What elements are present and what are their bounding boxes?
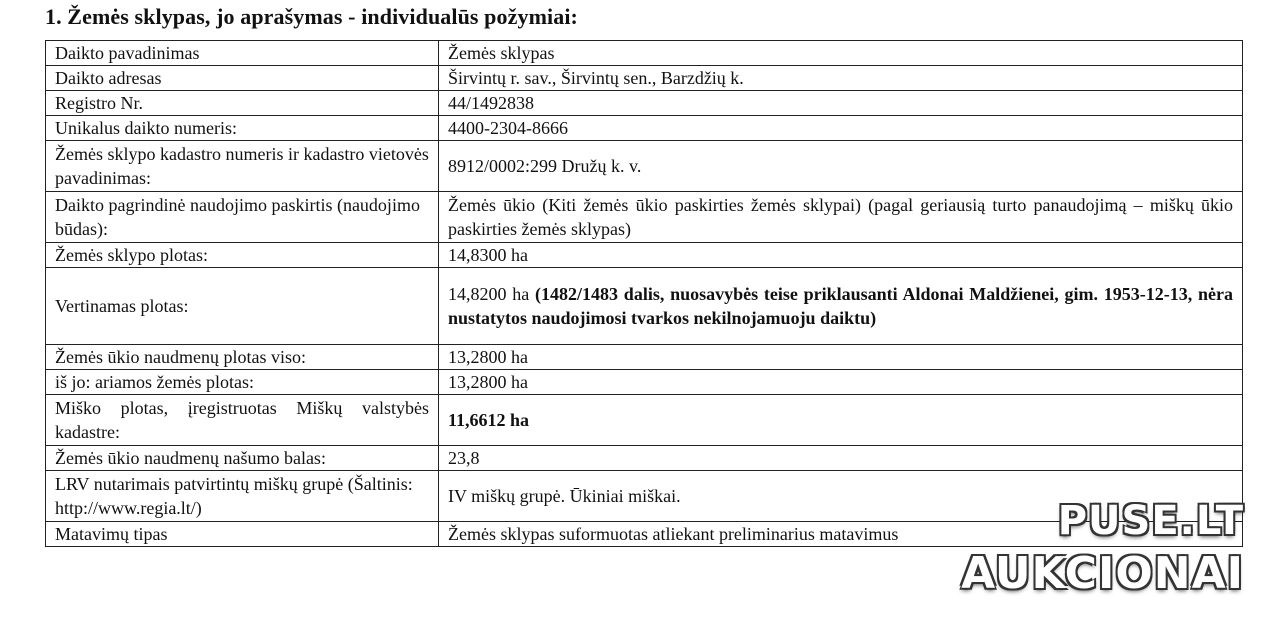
table-row: [46, 345, 1243, 370]
watermark-line-1: PUSE.LT: [1057, 498, 1244, 544]
row-label: Žemės ūkio naudmenų plotas viso:: [46, 345, 439, 370]
table-row: [46, 268, 1243, 345]
table-row: [46, 192, 1243, 243]
table-row: [46, 116, 1243, 141]
section-heading: 1. Žemės sklypas, jo aprašymas - individualūs požymiai:: [45, 4, 578, 29]
row-value: 23,8: [439, 446, 1243, 471]
row-value: 13,2800 ha: [439, 370, 1243, 395]
table-row: [46, 446, 1243, 471]
row-value: 4400-2304-8666: [439, 116, 1243, 141]
row-value: Žemės sklypas: [439, 41, 1243, 66]
row-label: Žemės sklypo kadastro numeris ir kadastro vietovės pavadinimas:: [46, 141, 439, 192]
row-label: Registro Nr.: [46, 91, 439, 116]
row-label: iš jo: ariamos žemės plotas:: [46, 370, 439, 395]
row-value: [439, 268, 1243, 345]
row-value: 44/1492838: [439, 91, 1243, 116]
area-value: 14,8200 ha: [448, 284, 530, 304]
row-label: Miško plotas, įregistruotas Miškų valstybės kadastre:: [46, 395, 439, 446]
property-details-table: [45, 40, 1243, 547]
table-row: [46, 41, 1243, 66]
row-label: Matavimų tipas: [46, 522, 439, 547]
row-label: LRV nutarimais patvirtintų miškų grupė (Šaltinis: http://www.regia.lt/): [46, 471, 439, 522]
watermark-line-2: AUKCIONAI: [961, 548, 1244, 599]
row-value: 8912/0002:299 Družų k. v.: [439, 141, 1243, 192]
row-label: Žemės ūkio naudmenų našumo balas:: [46, 446, 439, 471]
row-value: Žemės sklypas suformuotas atliekant preliminarius matavimus: [439, 522, 1243, 547]
row-value: 13,2800 ha: [439, 345, 1243, 370]
table-row: [46, 243, 1243, 268]
ownership-note: (1482/1483 dalis, nuosavybės teise priklausanti Aldonai Maldžienei, gim. 1953-12-13, nėra nustatytos naudojimosi tvarkos nekilnojamuoju daiktu): [448, 284, 1234, 328]
row-label: Žemės sklypo plotas:: [46, 243, 439, 268]
table-row: [46, 141, 1243, 192]
table-row: [46, 395, 1243, 446]
row-label: Vertinamas plotas:: [46, 268, 439, 345]
row-label: Daikto pavadinimas: [46, 41, 439, 66]
row-value: 14,8300 ha: [439, 243, 1243, 268]
table-row: [46, 370, 1243, 395]
row-value: Žemės ūkio (Kiti žemės ūkio paskirties žemės sklypai) (pagal geriausią turto panaudojimą – miškų ūkio paskirties žemės sklypas): [439, 192, 1243, 243]
row-value: IV miškų grupė. Ūkiniai miškai.: [439, 471, 1243, 522]
row-value: 11,6612 ha: [439, 395, 1243, 446]
row-label: Daikto adresas: [46, 66, 439, 91]
table-row: [46, 66, 1243, 91]
table-row: [46, 91, 1243, 116]
row-label: Unikalus daikto numeris:: [46, 116, 439, 141]
row-value: Širvintų r. sav., Širvintų sen., Barzdžių k.: [439, 66, 1243, 91]
row-label: Daikto pagrindinė naudojimo paskirtis (naudojimo būdas):: [46, 192, 439, 243]
